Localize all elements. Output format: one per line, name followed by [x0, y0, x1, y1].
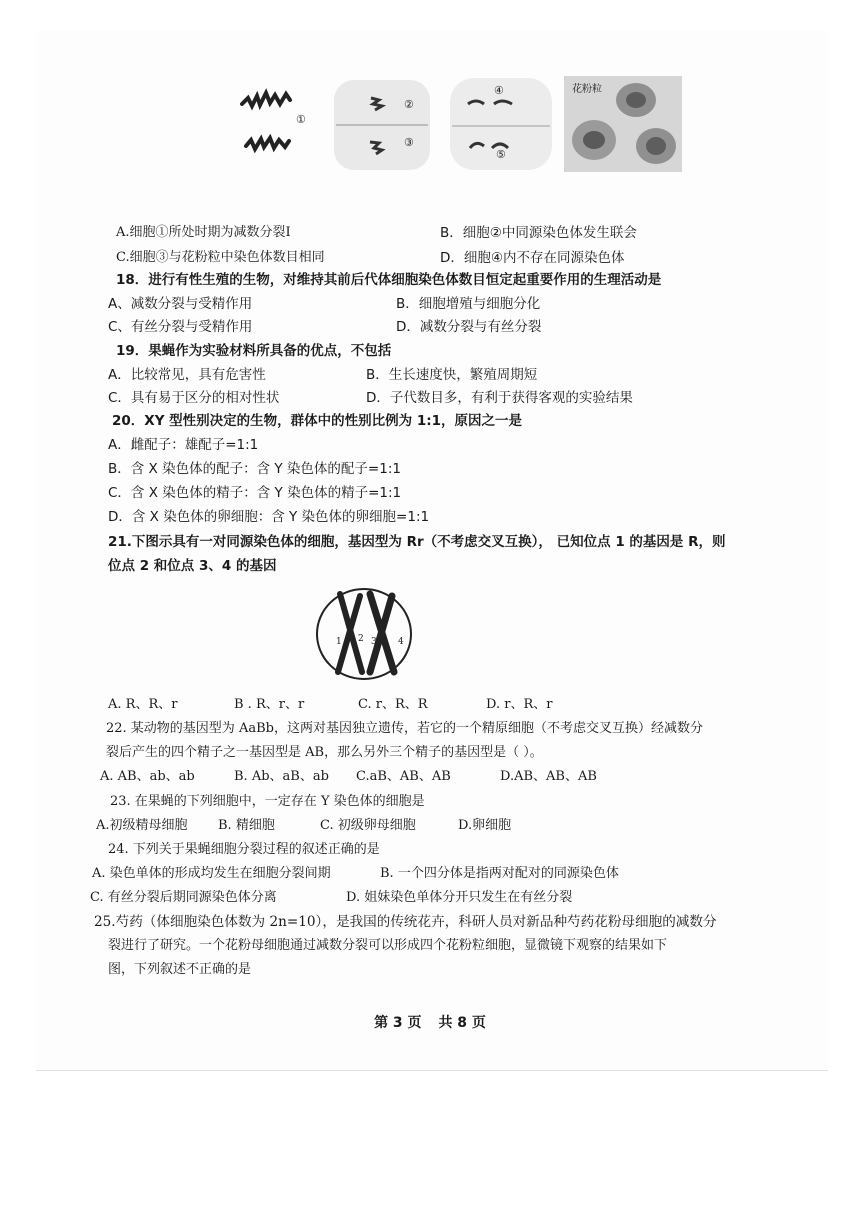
q22-option-c: C.aB、AB、AB	[356, 769, 451, 784]
label-cell-4: ④	[494, 84, 504, 97]
q21-stem-line1: 21.下图示具有一对同源染色体的细胞，基因型为 Rr（不考虑交叉互换）， 已知位点 1 的基因是 R，则	[108, 534, 726, 550]
q24-option-b: B. 一个四分体是指两对配对的同源染色体	[380, 866, 619, 881]
q23-option-b: B. 精细胞	[218, 818, 275, 833]
q24-option-c: C. 有丝分裂后期同源染色体分离	[90, 890, 277, 905]
q19-option-d: D．子代数目多，有利于获得客观的实验结果	[366, 390, 633, 406]
q18-option-c: C、有丝分裂与受精作用	[108, 319, 253, 335]
label-cell-3: ③	[404, 136, 414, 149]
q24-stem: 24. 下列关于果蝇细胞分裂过程的叙述正确的是	[108, 842, 380, 857]
q25-stem-line2: 裂进行了研究。一个花粉母细胞通过减数分裂可以形成四个花粉粒细胞，显微镜下观察的结果如下	[108, 938, 668, 953]
q24-option-d: D. 姐妹染色单体分开只发生在有丝分裂	[346, 890, 573, 905]
q19-option-a: A．比较常见，具有危害性	[108, 367, 266, 383]
q19-stem: 19．果蝇作为实验材料所具备的优点，不包括	[116, 343, 392, 359]
q23-option-c: C. 初级卵母细胞	[320, 818, 416, 833]
q21-stem-line2: 位点 2 和位点 3、4 的基因	[108, 558, 277, 574]
q17-option-c: C.细胞③与花粉粒中染色体数目相同	[116, 250, 325, 265]
q25-stem-line3: 图，下列叙述不正确的是	[108, 962, 252, 977]
label-pollen: 花粉粒	[572, 84, 602, 95]
q17-option-d: D．细胞④内不存在同源染色体	[440, 250, 625, 266]
q22-option-d: D.AB、AB、AB	[500, 769, 597, 784]
cell-2-3-image	[334, 80, 430, 170]
meiosis-micrograph-figure	[236, 76, 686, 176]
q18-option-d: D．减数分裂与有丝分裂	[396, 319, 542, 335]
chromosome-left	[338, 594, 362, 672]
page-number: 第 3 页	[374, 1015, 422, 1031]
q22-option-b: B. Ab、aB、ab	[234, 769, 329, 784]
label-cell-1: ①	[296, 113, 306, 126]
q20-option-d: D．含 X 染色体的卵细胞：含 Y 染色体的卵细胞=1:1	[108, 509, 430, 525]
q21-option-d: D. r、R、r	[486, 697, 553, 712]
page-total: 共 8 页	[438, 1015, 486, 1031]
locus-4: 4	[398, 637, 404, 647]
cell-1-image	[242, 93, 290, 149]
q18-stem: 18．进行有性生殖的生物，对维持其前后代体细胞染色体数目恒定起重要作用的生理活动是	[116, 272, 662, 288]
label-cell-5: ⑤	[496, 148, 506, 161]
label-cell-2: ②	[404, 98, 414, 111]
q20-option-b: B．含 X 染色体的配子：含 Y 染色体的配子=1:1	[108, 461, 401, 477]
q23-option-d: D.卵细胞	[458, 818, 512, 833]
q17-option-a: A.细胞①所处时期为减数分裂Ⅰ	[116, 225, 291, 240]
q19-option-b: B．生长速度快，繁殖周期短	[366, 367, 538, 383]
q20-stem: 20．XY 型性别决定的生物，群体中的性别比例为 1:1，原因之一是	[112, 413, 523, 429]
q24-option-a: A. 染色单体的形成均发生在细胞分裂间期	[92, 866, 331, 881]
q18-option-a: A、减数分裂与受精作用	[108, 296, 253, 312]
q23-option-a: A.初级精母细胞	[96, 818, 188, 833]
q20-option-c: C．含 X 染色体的精子：含 Y 染色体的精子=1:1	[108, 485, 402, 501]
q17-option-b: B．细胞②中同源染色体发生联会	[440, 225, 637, 241]
q21-option-c: C. r、R、R	[358, 697, 428, 712]
chromosome-right	[370, 594, 394, 672]
q20-option-a: A．雌配子：雄配子=1:1	[108, 437, 259, 453]
q21-option-a: A. R、R、r	[108, 697, 178, 712]
homologous-chromosome-cell-diagram	[314, 584, 414, 684]
q23-stem: 23. 在果蝇的下列细胞中，一定存在 Y 染色体的细胞是	[110, 794, 425, 809]
locus-1: 1	[336, 637, 342, 647]
q21-option-b: B . R、r、r	[234, 697, 305, 712]
q25-stem-line1: 25.芍药（体细胞染色体数为 2n=10），是我国的传统花卉，科研人员对新品种芍药花粉母细胞的减数分	[94, 914, 717, 930]
q22-stem-line1: 22. 某动物的基因型为 AaBb，这两对基因独立遗传，若它的一个精原细胞（不考虑交叉互换）经减数分	[106, 721, 703, 736]
q22-option-a: A. AB、ab、ab	[100, 769, 195, 784]
q19-option-c: C．具有易于区分的相对性状	[108, 390, 280, 406]
page-footer	[0, 1012, 860, 1032]
q22-stem-line2: 裂后产生的四个精子之一基因型是 AB，那么另外三个精子的基因型是（ ）。	[106, 745, 543, 760]
locus-3: 3	[371, 637, 377, 647]
q18-option-b: B．细胞增殖与细胞分化	[396, 296, 541, 312]
locus-2: 2	[358, 634, 364, 644]
